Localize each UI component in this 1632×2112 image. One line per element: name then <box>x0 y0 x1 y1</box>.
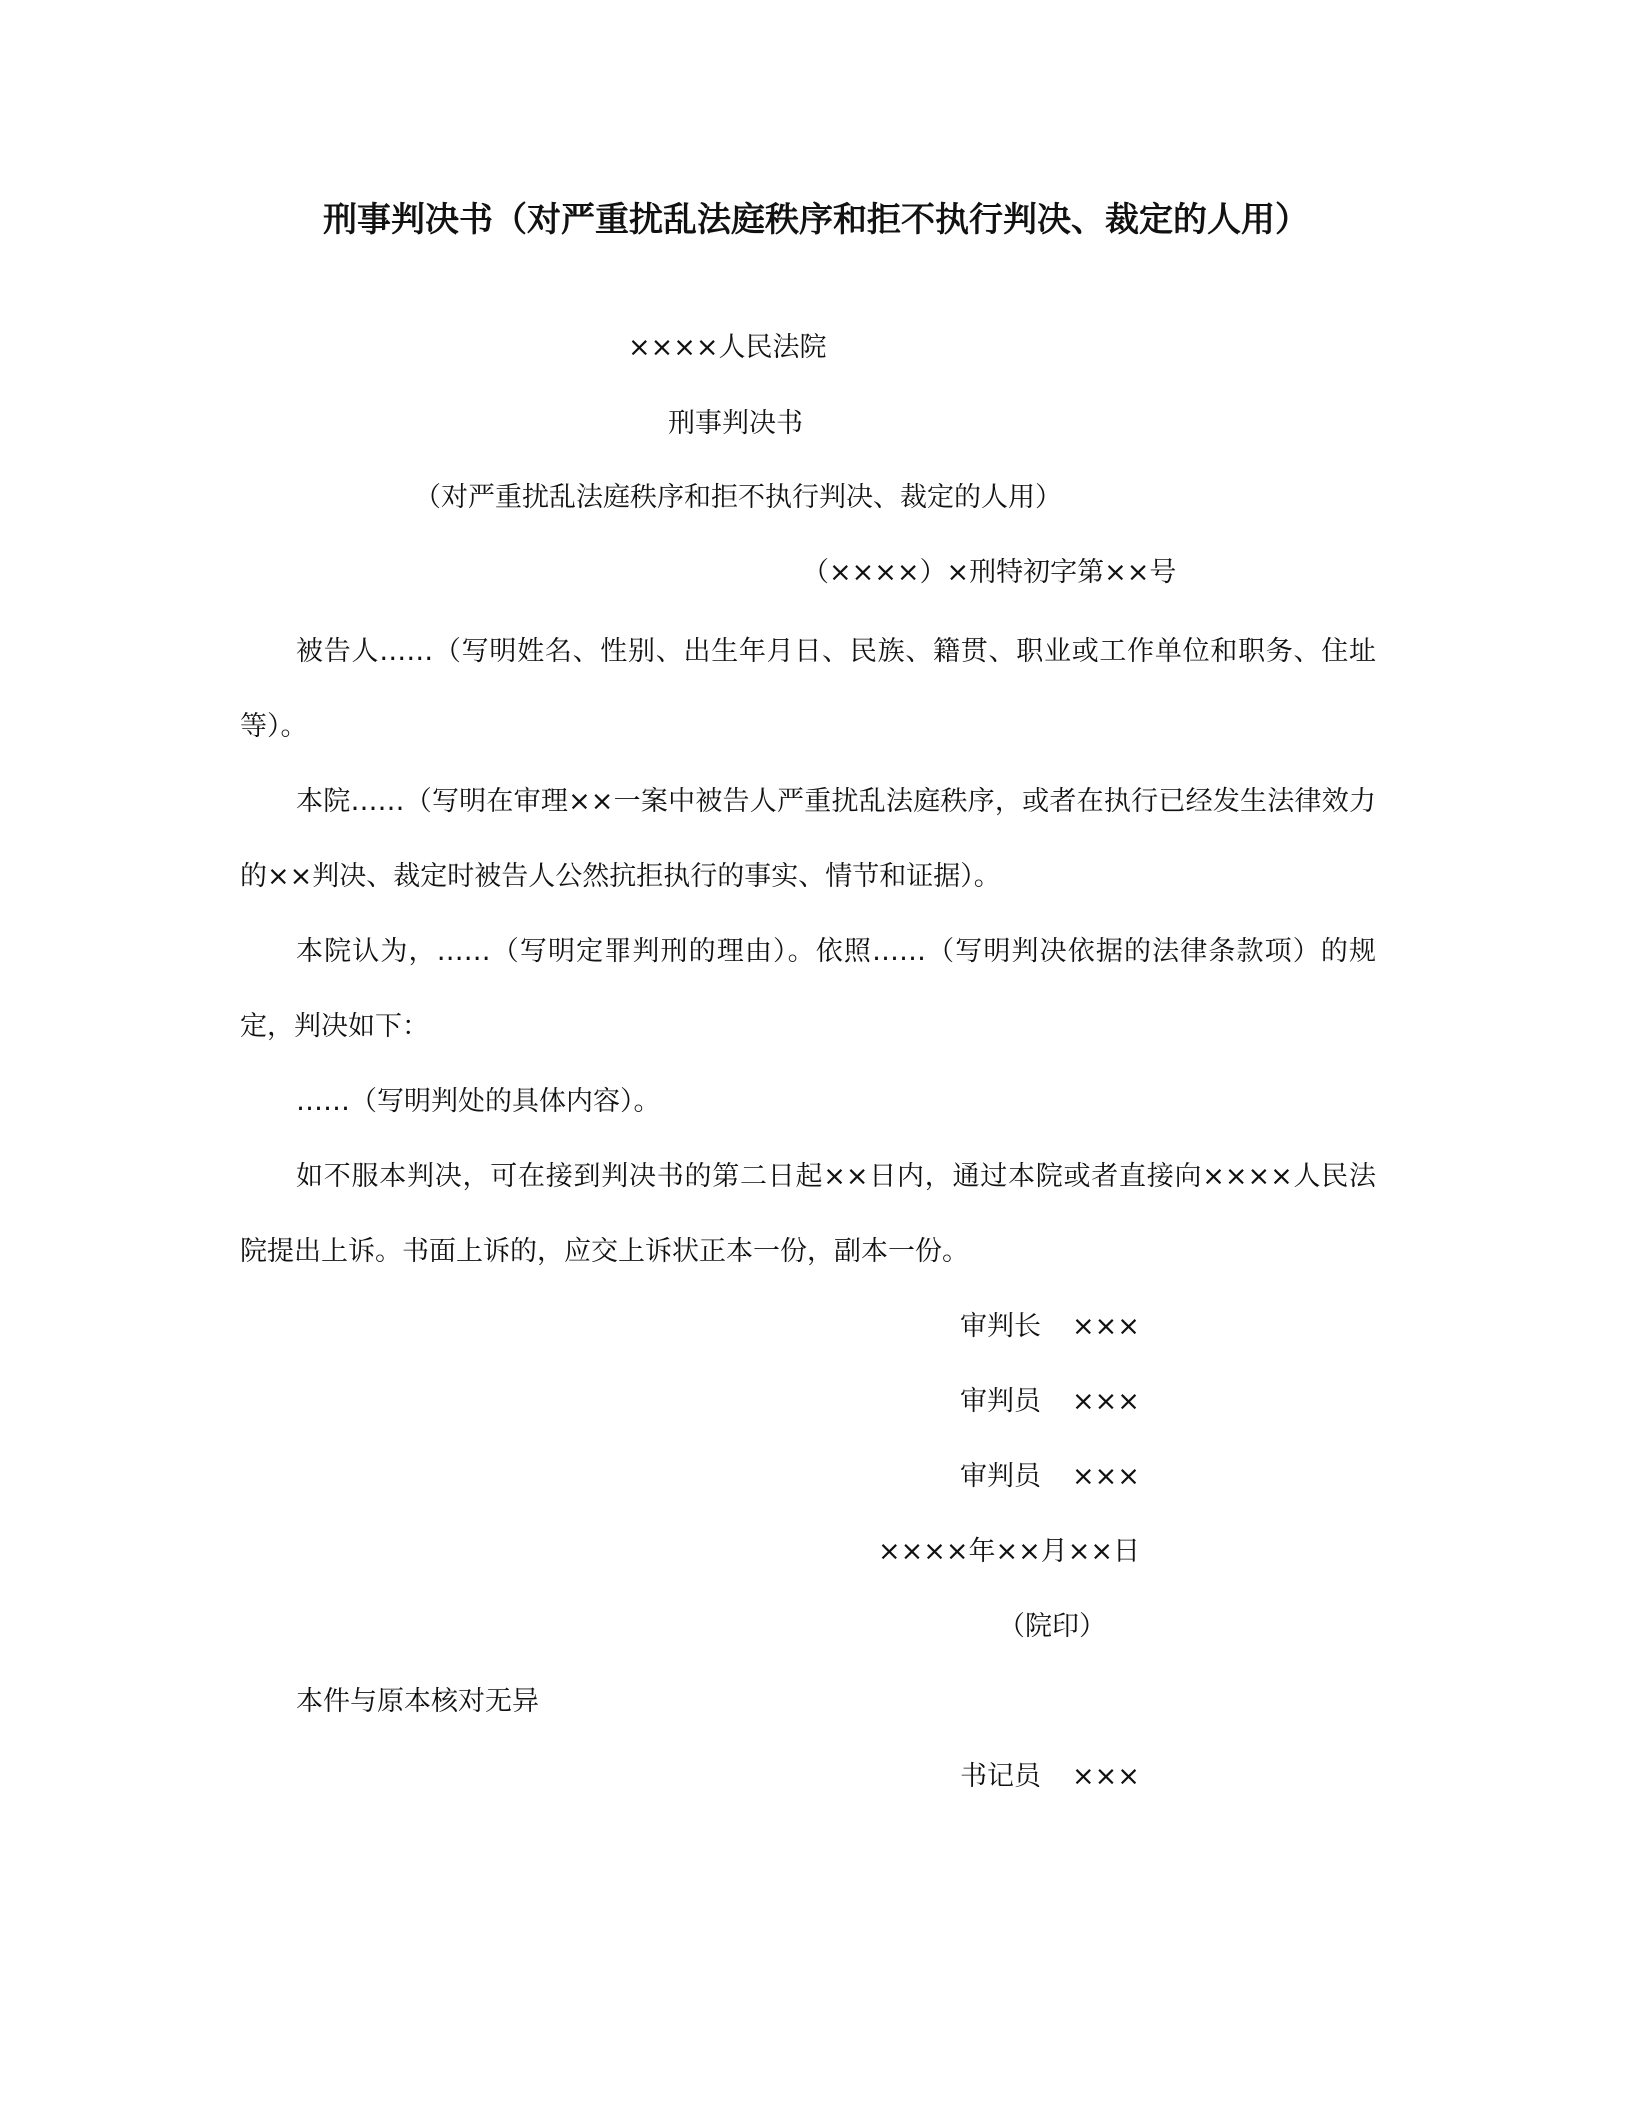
signature-judge-1 <box>960 1382 1140 1422</box>
signature-name: ××× <box>1072 1461 1140 1492</box>
signature-judge-2 <box>960 1457 1140 1497</box>
verification-note: 本件与原本核对无异 <box>296 1686 539 1717</box>
signature-name: ××× <box>1072 1311 1140 1342</box>
case-number: （××××）×刑特初字第××号 <box>802 557 1177 588</box>
court-seal: （院印） <box>998 1611 1106 1642</box>
document-type: 刑事判决书 <box>668 408 803 439</box>
paragraph-appeal: 如不服本判决，可在接到判决书的第二日起××日内，通过本院或者直接向××××人民法院提出上诉。书面上诉的，应交上诉状正本一份，副本一份。 <box>240 1161 1376 1267</box>
signature-clerk <box>960 1757 1140 1797</box>
court-name: ××××人民法院 <box>628 332 827 363</box>
document-title: 刑事判决书（对严重扰乱法庭秩序和拒不执行判决、裁定的人用） <box>323 200 1309 240</box>
signature-presiding-judge <box>960 1307 1140 1347</box>
paragraph-facts: 本院……（写明在审理××一案中被告人严重扰乱法庭秩序，或者在执行已经发生法律效力的××判决、裁定时被告人公然抗拒执行的事实、情节和证据）。 <box>240 786 1376 892</box>
paragraph-judgment: ……（写明判处的具体内容）。 <box>296 1086 661 1117</box>
paragraph-defendant: 被告人……（写明姓名、性别、出生年月日、民族、籍贯、职业或工作单位和职务、住址等）。 <box>240 636 1376 742</box>
document-subtitle: （对严重扰乱法庭秩序和拒不执行判决、裁定的人用） <box>414 482 1062 513</box>
signature-role: 审判长 <box>960 1311 1041 1342</box>
signature-name: ××× <box>1072 1761 1140 1792</box>
judgment-date: ××××年××月××日 <box>878 1536 1140 1567</box>
signature-role: 书记员 <box>960 1761 1041 1792</box>
signature-name: ××× <box>1072 1386 1140 1417</box>
signature-role: 审判员 <box>960 1386 1041 1417</box>
paragraph-reasoning: 本院认为，……（写明定罪判刑的理由）。依照……（写明判决依据的法律条款项）的规定，判决如下： <box>240 936 1376 1042</box>
signature-role: 审判员 <box>960 1461 1041 1492</box>
